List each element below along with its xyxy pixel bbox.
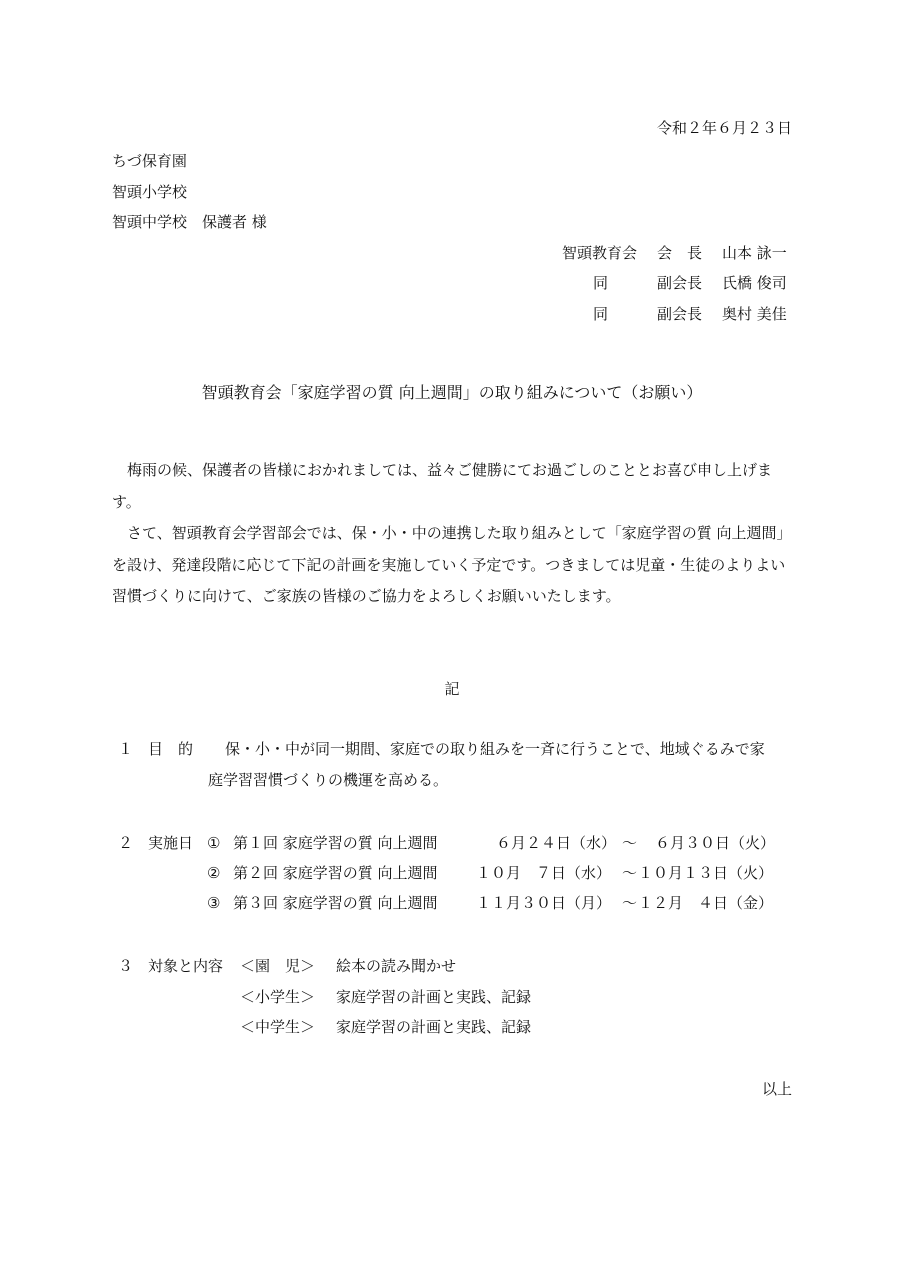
row-number: ③: [207, 894, 221, 912]
item-text: 庭学習習慣づくりの機運を高める。: [208, 771, 449, 789]
row-end: １０月１３日（火）: [638, 864, 774, 882]
row-start: ６月２４日（水）: [496, 834, 617, 852]
row-end: ６月３０日（火）: [655, 834, 776, 852]
sender-role: 会 長: [657, 244, 703, 262]
sender-name: 氏橋 俊司: [722, 274, 787, 292]
row-target: ＜小学生＞: [240, 988, 316, 1006]
body-paragraph-greeting: 梅雨の候、保護者の皆様におかれましては、益々ご健勝にてお過ごしのこととお喜び申し上げます。: [112, 461, 773, 511]
row-target: ＜園 児＞: [240, 957, 316, 975]
body-paragraph-request: さて、智頭教育会学習部会では、保・小・中の連携した取り組みとして「家庭学習の質 向上週間」を設け、発達段階に応じて下記の計画を実施していく予定です。つきましては児童・生徒のよりよい習慣づくりに向けて、ご家族の皆様のご協力をよろしくお願いいたします。: [112, 524, 792, 605]
row-number: ①: [207, 834, 221, 852]
row-name: 第３回 家庭学習の質 向上週間: [233, 894, 438, 912]
recipient-nursery: ちづ保育園: [112, 152, 187, 170]
item-label: ３ 対象と内容: [118, 957, 224, 975]
row-content: 家庭学習の計画と実践、記録: [336, 1018, 532, 1036]
document-date: 令和２年６月２３日: [656, 119, 792, 137]
document-title: 智頭教育会「家庭学習の質 向上週間」の取り組みについて（お願い）: [201, 383, 703, 402]
sender-name: 山本 詠一: [722, 244, 787, 262]
row-content: 絵本の読み聞かせ: [336, 957, 457, 975]
row-start: １０月 ７日（水）: [476, 864, 612, 882]
sender-role: 副会長: [657, 274, 703, 292]
row-target: ＜中学生＞: [240, 1018, 316, 1036]
item-label: １ 目 的: [118, 740, 194, 758]
item-label: ２ 実施日: [118, 834, 194, 852]
sender-role: 副会長: [657, 305, 703, 323]
ki-heading: 記: [444, 680, 460, 698]
row-number: ②: [207, 864, 221, 882]
sender-org: 同: [593, 274, 609, 292]
row-sep: ～: [622, 834, 638, 852]
row-start: １１月３０日（月）: [476, 894, 612, 912]
recipient-junior-high: 智頭中学校 保護者 様: [112, 213, 267, 231]
item-text: 保・小・中が同一期間、家庭での取り組みを一斉に行うことで、地域ぐるみで家: [225, 740, 765, 758]
row-sep: ～: [622, 894, 638, 912]
row-name: 第２回 家庭学習の質 向上週間: [233, 864, 438, 882]
row-sep: ～: [622, 864, 638, 882]
sender-name: 奥村 美佳: [722, 305, 787, 323]
sender-org: 同: [593, 305, 609, 323]
closing-ijou: 以上: [761, 1080, 792, 1098]
row-name: 第１回 家庭学習の質 向上週間: [233, 834, 438, 852]
recipient-elementary: 智頭小学校: [112, 183, 188, 201]
row-content: 家庭学習の計画と実践、記録: [336, 988, 532, 1006]
row-end: １２月 ４日（金）: [638, 894, 774, 912]
sender-org: 智頭教育会: [562, 244, 638, 262]
